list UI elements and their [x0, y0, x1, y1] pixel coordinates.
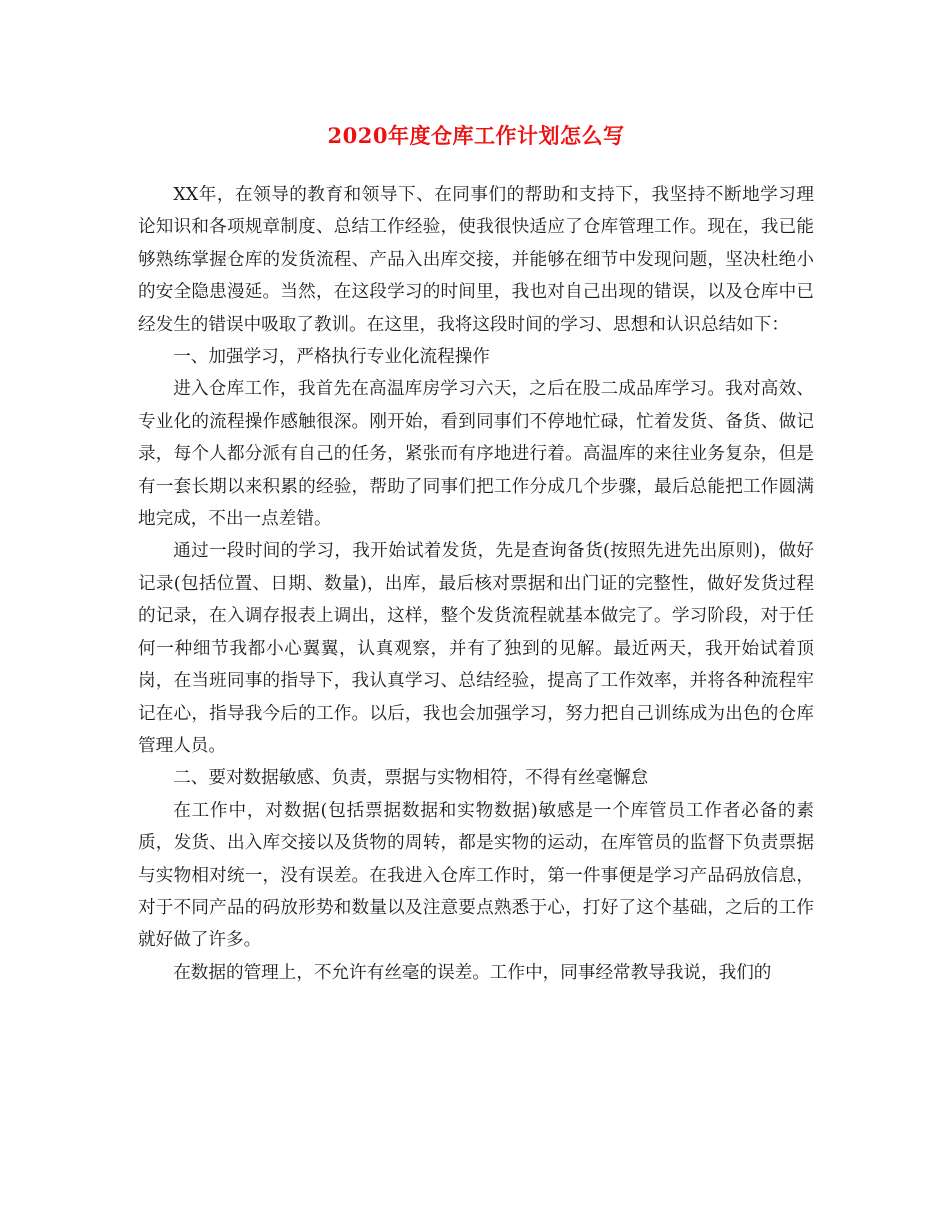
paragraph: 通过一段时间的学习，我开始试着发货，先是查询备货(按照先进先出原则)，做好记录(包括位置、日期、数量)，出库，最后核对票据和出门证的完整性，做好发货过程的记录，在入调存报表上调出，这样，整个发货流程就基本做完了。学习阶段，对于任何一种细节我都小心翼翼，认真观察，并有了独到的见解。最近两天，我开始试着顶岗，在当班同事的指导下，我认真学习、总结经验，提高了工作效率，并将各种流程牢记在心，指导我今后的工作。以后，我也会加强学习，努力把自己训练成为出色的仓库管理人员。	[138, 541, 814, 756]
paragraph: 在数据的管理上，不允许有丝毫的误差。工作中，同事经常教导我说，我们的	[173, 962, 772, 983]
section-heading-2: 二、要对数据敏感、负责，票据与实物相符，不得有丝毫懈怠	[173, 768, 649, 789]
document-body	[138, 179, 814, 989]
paragraph: 在工作中，对数据(包括票据数据和实物数据)敏感是一个库管员工作者必备的素质，发货、出入库交接以及货物的周转，都是实物的运动，在库管员的监督下负责票据与实物相对统一，没有误差。在我进入仓库工作时，第一件事便是学习产品码放信息，对于不同产品的码放形势和数量以及注意要点熟悉于心，打好了这个基础，之后的工作就好做了许多。	[138, 800, 814, 951]
paragraph-intro: XX年，在领导的教育和领导下、在同事们的帮助和支持下，我坚持不断地学习理论知识和各项规章制度、总结工作经验，使我很快适应了仓库管理工作。现在，我已能够熟练掌握仓库的发货流程、产品入出库交接，并能够在细节中发现问题，坚决杜绝小的安全隐患漫延。当然，在这段学习的时间里，我也对自己出现的错误，以及仓库中已经发生的错误中吸取了教训。在这里，我将这段时间的学习、思想和认识总结如下：	[138, 185, 814, 335]
paragraph: 进入仓库工作，我首先在高温库房学习六天，之后在股二成品库学习。我对高效、专业化的流程操作感触很深。刚开始，看到同事们不停地忙碌，忙着发货、备货、做记录，每个人都分派有自己的任务，紧张而有序地进行着。高温库的来往业务复杂，但是有一套长期以来积累的经验，帮助了同事们把工作分成几个步骤，最后总能把工作圆满地完成，不出一点差错。	[138, 379, 814, 530]
section-heading-1: 一、加强学习，严格执行专业化流程操作	[173, 347, 490, 368]
document-title: 2020年度仓库工作计划怎么写	[327, 123, 625, 148]
